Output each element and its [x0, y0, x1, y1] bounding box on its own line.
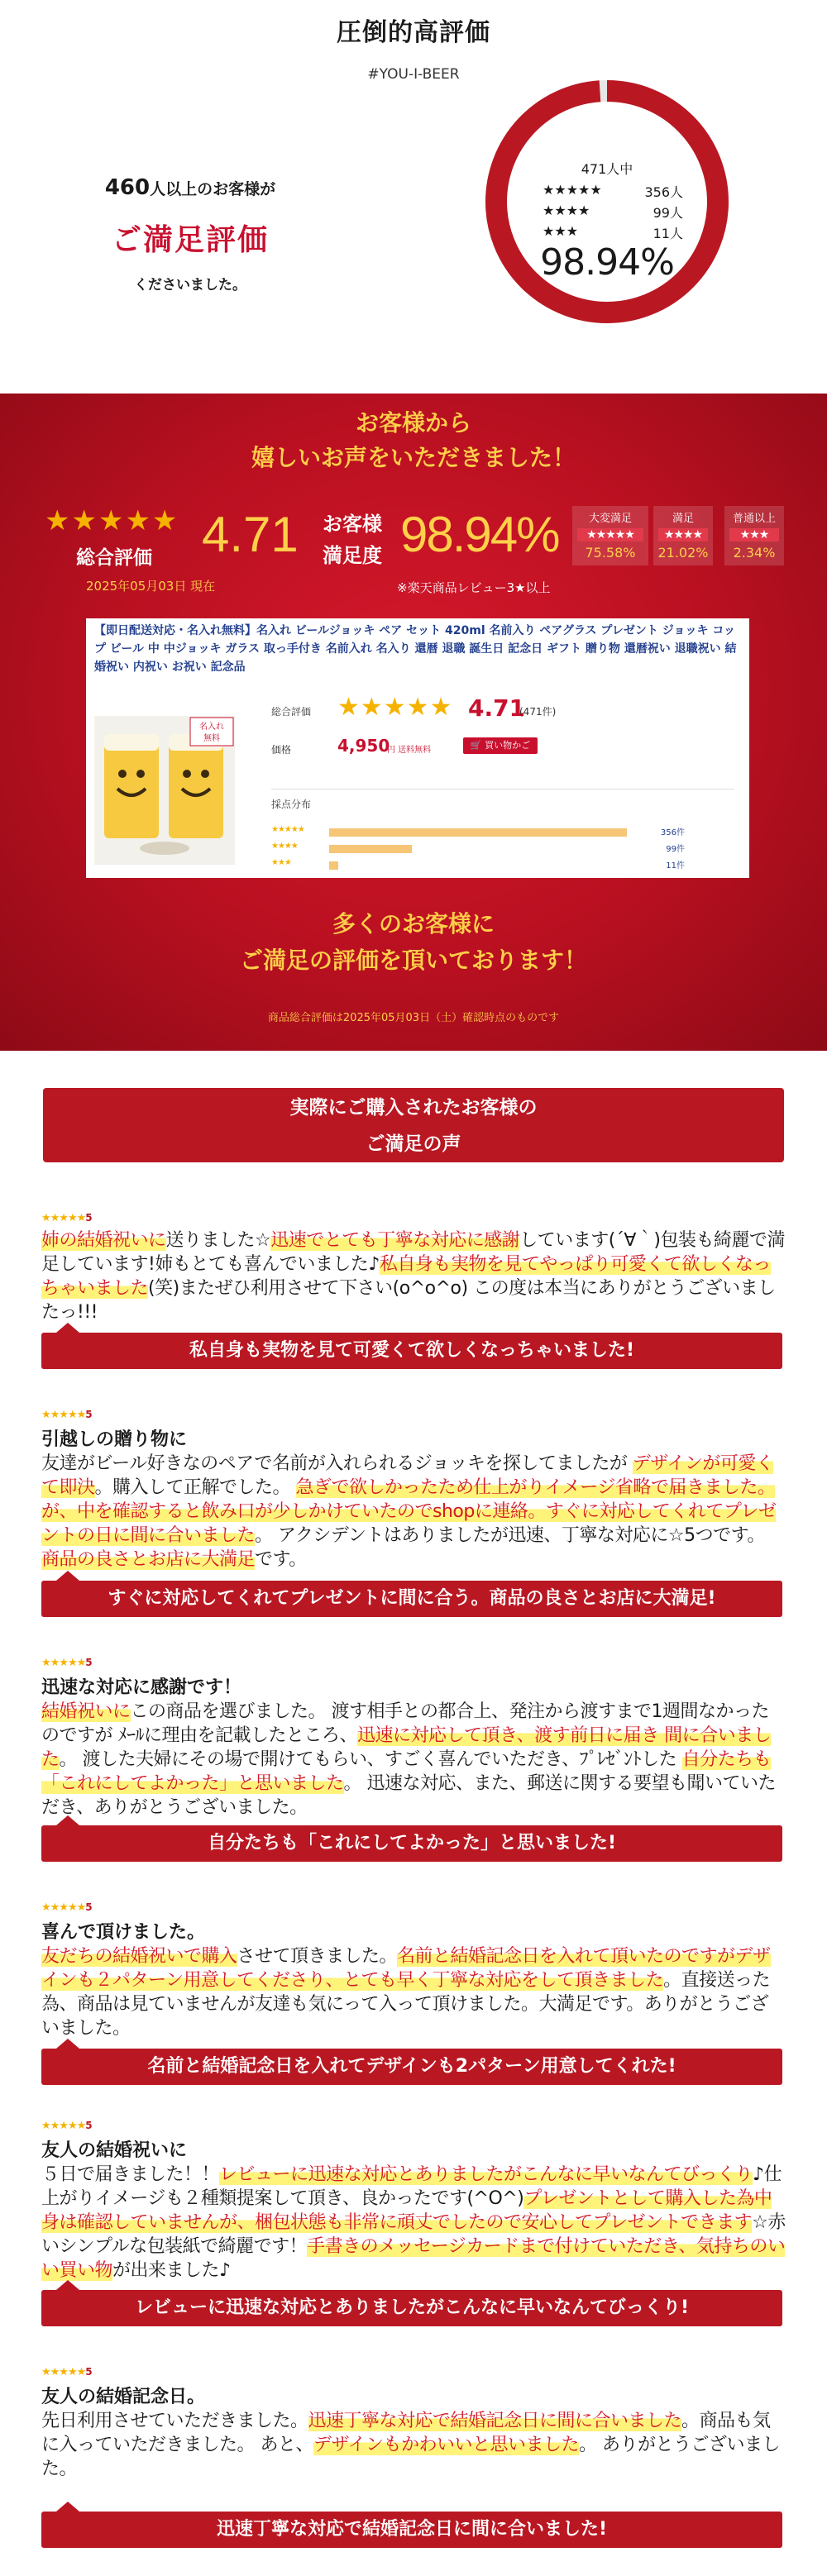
review-item [41, 2366, 786, 2548]
review-text: 。直接送った為、商品は見ていませんが友達も気にって入って頂けました。大満足です。ありがとうございました。 [41, 1970, 771, 2039]
donut-row [543, 182, 683, 202]
review-highlight: 自分たちも「これにしてよかった」と思いました [41, 1749, 772, 1794]
review-item [41, 1657, 786, 1862]
review-text: しています(´∀｀)包装も綺麗で満足しています!姉もとても喜んでいました♪ [41, 1230, 785, 1275]
distribution-stars: ★★★ [271, 858, 291, 867]
price-unit: 円 送料無料 [387, 746, 432, 755]
review-item [41, 1901, 786, 2085]
review-title: 友人の結婚記念日。 [41, 2387, 206, 2407]
cart-icon: 🛒 [470, 740, 482, 751]
satisfaction-value: 98.94% [400, 507, 559, 562]
satisfaction-donut [485, 79, 729, 324]
review-highlight: 商品の良さとお店に大満足 [41, 1549, 256, 1570]
donut-row-stars: ★★★★★ [543, 182, 602, 198]
banner-heading-3: 多くのお客様に [332, 910, 495, 937]
product-price: 4,950 [337, 736, 390, 756]
review-body [41, 1228, 786, 1324]
review-highlight: 私自身も実物を見てやっぱり可愛くて欲しくなっちゃいました [41, 1254, 771, 1299]
donut-row-stars: ★★★★ [543, 203, 590, 218]
review-highlight: 迅速丁寧な対応で結婚記念日に間に合いました [308, 2411, 682, 2431]
review-item [41, 1409, 786, 1617]
review-star-icons: ★★★★★ [41, 1212, 86, 1224]
review-stars [41, 1657, 93, 1669]
review-summary-banner: レビューに迅速な対応とありましたがこんなに早いなんてびっくり! [41, 2290, 782, 2326]
donut-percent: 98.94% [540, 241, 674, 284]
review-stars [41, 2366, 93, 2378]
distribution-row [271, 825, 734, 840]
review-text: です。 [255, 1549, 307, 1570]
review-score: 5 [85, 1212, 93, 1224]
review-highlight: デザインが可愛くて即決 [41, 1453, 774, 1498]
review-score: 5 [85, 2120, 93, 2131]
badge-stars: ★★★★★ [577, 528, 643, 541]
overall-value: 4.71 [202, 507, 299, 562]
distribution-count-link[interactable]: 99件 [666, 845, 685, 854]
review-summary-banner: 自分たちも「これにしてよかった」と思いました! [41, 1825, 782, 1862]
review-highlight: デザインもかわいいと思いました [313, 2435, 579, 2455]
banner-heading-2: 嬉しいお声をいただきました！ [251, 444, 576, 471]
distribution-bar [329, 861, 338, 870]
satisfaction-label-2: 満足度 [323, 544, 382, 567]
donut-row [543, 203, 683, 222]
badge-average-or-better [724, 506, 784, 565]
customer-count-suffix: 人以上のお客様が [150, 180, 276, 198]
review-text: ♪仕上がりイメージも２種類提案して頂き、良かったです(^O^) [41, 2164, 782, 2209]
review-stars [41, 1212, 93, 1224]
badge-head: 大変満足 [588, 513, 632, 525]
review-title: 友人の結婚祝いに [41, 2140, 188, 2161]
badge-pct: 21.02% [657, 545, 709, 561]
review-highlight: プレゼントとして購入した為中身は確認していませんが、梱包状態も非常に頑丈でしたので安心してプレゼントできます [41, 2188, 772, 2233]
badge-pct: 75.58% [585, 545, 636, 561]
beer-mug-image [94, 716, 235, 865]
review-highlight: レビューに迅速な対応とありましたがこんなに早いなんてびっくり [219, 2164, 753, 2185]
review-highlight: 姉の結婚祝いに [41, 1230, 166, 1251]
review-highlight: 迅速でとても丁寧な対応に感謝 [270, 1230, 520, 1251]
review-text: させて頂きました。 [237, 1946, 398, 1967]
review-text: 先日利用させていただきました。 [41, 2411, 308, 2431]
brand-tag: #YOU-I-BEER [367, 66, 460, 83]
reviews-header [43, 1088, 784, 1162]
review-body [41, 2409, 786, 2481]
review-stars [41, 2120, 93, 2132]
product-card [86, 618, 749, 878]
donut-row-count: 99人 [653, 205, 683, 221]
review-highlight: 友だちの結婚祝いで購入 [41, 1946, 237, 1967]
review-star-icons: ★★★★★ [41, 2120, 86, 2132]
customer-count: 460 [104, 175, 151, 200]
review-summary-banner: すぐに対応してくれてプレゼントに間に合う。商品の良さとお店に大満足! [41, 1581, 782, 1617]
review-summary-banner: 私自身も実物を見て可愛くて欲しくなっちゃいました! [41, 1333, 782, 1369]
badge-head: 普通以上 [732, 513, 776, 525]
rating-label: 総合評価 [271, 706, 312, 718]
customer-count-line [66, 175, 314, 200]
donut-row-count: 356人 [644, 184, 683, 200]
review-highlight: 結婚祝いに [41, 1701, 131, 1722]
review-summary-banner: 迅速丁寧な対応で結婚記念日に間に合いました! [41, 2512, 782, 2548]
price-label: 価格 [271, 744, 292, 756]
badge-satisfied [653, 506, 713, 565]
distribution-count-link[interactable]: 356件 [660, 828, 685, 837]
distribution-count-link[interactable]: 11件 [666, 861, 685, 871]
review-star-icons: ★★★★★ [41, 1409, 86, 1421]
image-tag-line-1: 名入れ [199, 723, 224, 732]
review-highlight: 名前と結婚記念日を入れて頂いたのですがデザインも２パターン用意してくださり、とても早く丁寧な対応をして頂きました [41, 1946, 771, 1991]
distribution-label: 採点分布 [271, 799, 312, 810]
review-body [41, 1700, 786, 1820]
review-item [41, 2120, 786, 2326]
review-text: この商品を選びました。 渡す相手との都合上、発注から渡すまで1週間なかったのですが ﾒｰﾙに理由を記載したところ、 [41, 1701, 770, 1746]
product-title-link[interactable]: 【即日配送対応・名入れ無料】名入れ ビールジョッキ ペア セット 420ml 名前入り ペアグラス プレゼント ジョッキ コップ ビール 中 中ジョッキ ガラス 取っ手付き 名前入れ 名入り 還暦 退職 誕生日 記念日 ギフト 贈り物 還暦祝い 退職祝い 結婚祝い 内祝い お祝い 記念品 [94, 624, 737, 674]
review-title: 迅速な対応に感謝です！ [41, 1677, 242, 1698]
product-review-count-link[interactable]: (471件) [519, 706, 557, 718]
satisfaction-word: ご満足評価 [111, 223, 269, 257]
review-body [41, 1944, 786, 2040]
review-body [41, 1452, 786, 1572]
review-score: 5 [85, 1657, 93, 1668]
distribution-row [271, 842, 734, 856]
review-text: 。商品も気に入っていただきました。 あと、 [41, 2411, 771, 2455]
review-highlight: 急ぎで欲しかったため仕上がりイメージ省略で届きました。 が、中を確認すると飲み口が少しかけていたのでshopに連絡。すぐに対応してくれてプレゼントの日に間に合いました [41, 1477, 777, 1546]
banner-heading-1: お客様から [355, 409, 471, 436]
banner-heading-4: ご満足の評価を頂いております！ [239, 947, 587, 974]
review-star-icons: ★★★★★ [41, 2366, 86, 2378]
banner-note: 商品総合評価は2025年05月03日（土）確認時点のものです [267, 1012, 560, 1024]
review-text: ５日で届きました！！ [41, 2164, 220, 2185]
customer-tail: くださいました。 [134, 277, 246, 293]
badge-very-satisfied [572, 506, 648, 565]
review-title: 引越しの贈り物に [41, 1429, 188, 1450]
donut-total: 471人中 [581, 161, 633, 177]
badge-pct: 2.34% [733, 545, 776, 561]
review-stars [41, 1901, 93, 1914]
review-star-icons: ★★★★★ [41, 1901, 86, 1914]
review-text: 。 迅速な対応、また、郵送に関する要望も聞いていただき、ありがとうございました。 [41, 1773, 777, 1818]
review-note: ※楽天商品レビュー3★以上 [397, 580, 551, 595]
badge-head: 満足 [672, 513, 694, 525]
add-to-cart-label: 買い物かご [485, 740, 531, 751]
donut-row [543, 223, 683, 243]
distribution-bar [329, 845, 412, 853]
reviews-header-line-1: 実際にご購入されたお客様の [289, 1097, 538, 1119]
review-title: 喜んで頂けました。 [41, 1922, 206, 1943]
review-item [41, 1212, 786, 1369]
review-star-icons: ★★★★★ [41, 1657, 86, 1669]
review-highlight: 迅速に対応して頂き、渡す前日に届き 間に合いました [41, 1725, 772, 1770]
distribution-row [271, 858, 734, 873]
review-score: 5 [85, 1901, 93, 1913]
review-text: 送りました☆ [165, 1230, 271, 1251]
review-text: (笑)またぜひ利用させて下さい(o^o^o) この度は本当にありがとうございましたっ!!! [41, 1278, 776, 1323]
overall-stars: ★★★★★ [45, 504, 179, 537]
satisfaction-label-1: お客様 [323, 513, 382, 536]
donut-row-count: 11人 [653, 226, 683, 241]
review-stars [41, 1409, 93, 1421]
image-tag-line-2: 無料 [203, 734, 220, 743]
reviews-header-line-2: ご満足の声 [366, 1133, 461, 1155]
review-text: 。購入して正解でした。 [94, 1477, 296, 1498]
review-text: ☆赤いシンプルな包装紙で綺麗です！ [41, 2212, 786, 2257]
badge-stars: ★★★ [729, 528, 779, 541]
add-to-cart-button[interactable] [463, 737, 538, 754]
distribution-stars: ★★★★ [271, 842, 298, 851]
review-text: 。 渡した夫婦にその場で開けてもらい、すごく喜んでいただき、ﾌﾟﾚｾﾞﾝﾄした [59, 1749, 682, 1770]
product-rating: 4.71 [468, 694, 526, 722]
product-stars: ★★★★★ [337, 693, 453, 722]
review-text: 。 ありがとうございました。 [41, 2435, 780, 2479]
review-body [41, 2163, 786, 2283]
review-score: 5 [85, 2366, 93, 2378]
overall-label: 総合評価 [76, 547, 152, 569]
review-text: 友達がビール好きなのペアで名前が入れられるジョッキを探してましたが [41, 1453, 633, 1474]
review-text: が出来ました♪ [112, 2260, 231, 2281]
review-text: 。 アクシデントはありましたが迅速、丁寧な対応に☆5つです。 [255, 1525, 765, 1546]
distribution-stars: ★★★★★ [271, 825, 304, 834]
donut-row-stars: ★★★ [543, 223, 579, 239]
badge-stars: ★★★★ [658, 528, 708, 541]
as-of-date: 2025年05月03日 現在 [86, 579, 216, 594]
review-highlight: 手書きのメッセージカードまで付けていただき、気持ちのいい買い物 [41, 2236, 786, 2281]
distribution-bar [329, 828, 627, 837]
review-summary-banner: 名前と結婚記念日を入れてデザインも2パターン用意してくれた! [41, 2049, 782, 2085]
review-score: 5 [85, 1409, 93, 1420]
page-title: 圧倒的高評価 [337, 18, 490, 47]
